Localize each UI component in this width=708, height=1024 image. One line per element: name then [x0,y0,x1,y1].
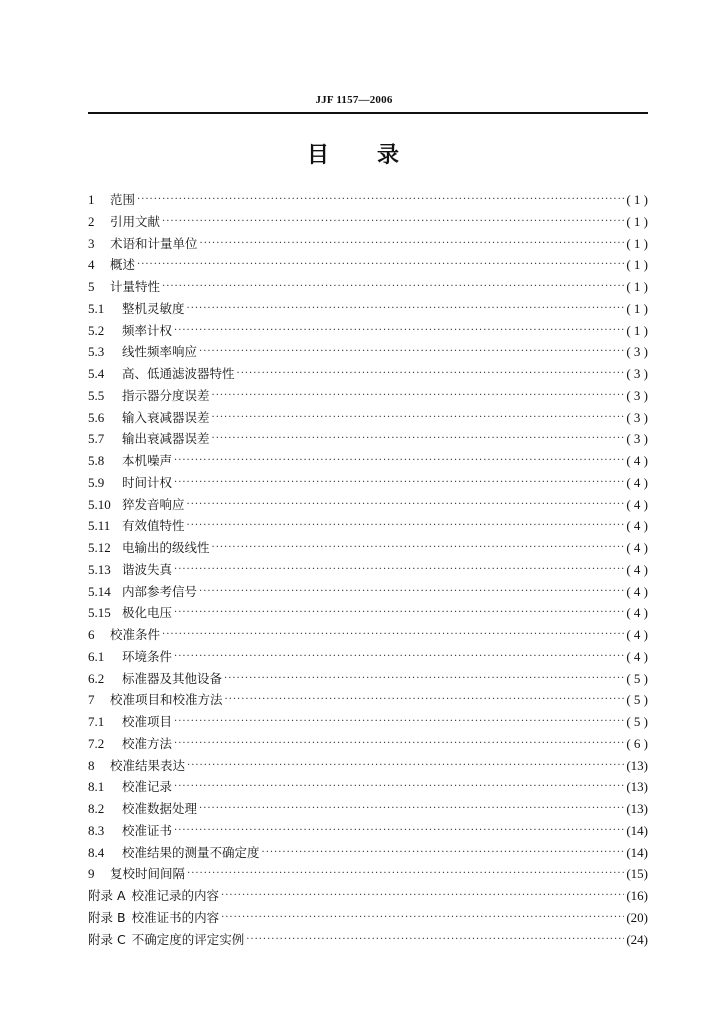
toc-entry[interactable] [88,776,648,798]
toc-entry-page: (14) [626,844,648,860]
toc-entry-label: 高、低通滤波器特性 [122,366,235,381]
standard-code-header: JJF 1157—2006 [315,94,393,106]
toc-dot-leader [174,646,624,668]
toc-entry-number: 5.1 [88,300,105,316]
toc-entry-label: 校准结果表达 [110,757,186,773]
toc-entry-number: 附录 A [88,888,126,903]
toc-entry-page: ( 4 ) [626,605,648,621]
toc-entry-number: 5.14 [88,583,111,599]
toc-dot-leader [174,733,624,755]
toc-dot-leader [262,842,625,864]
toc-entry-label: 内部参考信号 [122,583,198,599]
toc-entry[interactable] [88,537,648,559]
toc-entry-page: ( 4 ) [626,627,648,642]
toc-entry-label: 有效值特性 [122,518,185,534]
toc-dot-leader [199,798,624,820]
toc-entry-number: 5.13 [88,561,111,577]
page-title [0,138,708,169]
toc-entry-label: 校准证书 [122,822,173,838]
toc-entry[interactable] [88,581,648,603]
toc-dot-leader [174,711,624,733]
toc-dot-leader [174,472,624,494]
toc-entry-label: 校准项目和校准方法 [110,692,223,708]
toc-entry-label: 不确定度的评定实例 [131,931,245,947]
toc-entry-number: 5.11 [88,518,111,534]
toc-entry[interactable] [88,515,648,537]
header-rule [88,112,648,114]
toc-dot-leader [212,407,625,429]
toc-entry-page: ( 4 ) [626,453,648,468]
toc-dot-leader [246,929,624,951]
toc-entry-number: 8 [88,757,95,773]
toc-entry-label: 时间计权 [122,474,173,490]
toc-entry-number: 附录 C [88,931,126,947]
toc-entry-page: ( 3 ) [626,344,648,360]
toc-entry-number: 5.12 [88,540,111,555]
toc-entry[interactable] [88,385,648,407]
toc-entry-page: ( 4 ) [626,496,648,512]
toc-dot-leader [187,298,625,320]
toc-entry-page: ( 1 ) [626,235,648,251]
toc-entry-page: ( 1 ) [626,213,648,229]
toc-entry[interactable] [88,929,648,951]
table-of-contents [88,189,648,950]
toc-entry-label: 谐波失真 [122,561,173,577]
toc-entry[interactable] [88,559,648,581]
toc-entry[interactable] [88,428,648,450]
toc-entry-number: 1 [88,192,95,207]
toc-entry-label: 线性频率响应 [122,344,198,360]
toc-entry[interactable] [88,276,648,298]
toc-entry-number: 5.15 [88,605,111,621]
toc-entry[interactable] [88,450,648,472]
toc-entry-label: 术语和计量单位 [110,235,198,251]
toc-entry-number: 8.3 [88,822,105,838]
toc-entry-page: (16) [626,888,648,903]
toc-entry-number: 5.9 [88,474,105,490]
toc-entry-number: 5 [88,279,95,294]
toc-dot-leader [137,254,624,276]
toc-entry-page: (13) [626,801,648,816]
toc-entry-number: 5.8 [88,453,105,468]
toc-entry-label: 校准项目 [122,714,173,729]
toc-entry[interactable] [88,298,648,320]
toc-entry[interactable] [88,494,648,516]
toc-dot-leader [237,363,625,385]
toc-dot-leader [212,385,625,407]
toc-entry-number: 附录 B [88,909,126,925]
toc-entry-label: 概述 [110,257,136,273]
toc-dot-leader [221,885,624,907]
toc-dot-leader [174,559,624,581]
toc-dot-leader [199,341,624,363]
toc-entry[interactable] [88,733,648,755]
toc-entry-page: ( 5 ) [626,692,648,708]
toc-entry[interactable] [88,320,648,342]
toc-entry-page: ( 4 ) [626,648,648,664]
toc-entry-label: 校准证书的内容 [131,909,220,925]
toc-entry-page: ( 3 ) [626,387,648,403]
title-char-1: 目 [306,143,331,168]
toc-entry[interactable] [88,233,648,255]
toc-dot-leader [174,320,624,342]
toc-entry-number: 2 [88,213,95,229]
toc-entry-label: 校准条件 [110,627,161,642]
toc-entry-page: ( 3 ) [626,409,648,425]
toc-entry-page: ( 1 ) [626,279,648,294]
toc-entry-label: 整机灵敏度 [122,300,185,316]
toc-entry-label: 复校时间间隔 [110,866,186,882]
toc-entry-page: ( 5 ) [626,670,648,686]
toc-entry[interactable] [88,254,648,276]
toc-entry[interactable] [88,407,648,429]
toc-dot-leader [187,494,625,516]
toc-entry[interactable] [88,341,648,363]
toc-entry-label: 校准记录 [122,779,173,795]
toc-entry-label: 引用文献 [110,213,161,229]
toc-entry-page: ( 4 ) [626,540,648,555]
toc-entry-page: ( 1 ) [626,192,648,207]
toc-entry-page: ( 4 ) [626,583,648,599]
toc-dot-leader [174,602,624,624]
toc-dot-leader [224,668,624,690]
toc-entry[interactable] [88,624,648,646]
toc-entry-number: 5.5 [88,387,105,403]
toc-dot-leader [162,624,624,646]
toc-dot-leader [174,820,624,842]
toc-entry-page: (20) [626,909,648,925]
toc-entry-page: ( 3 ) [626,431,648,447]
toc-dot-leader [187,863,624,885]
toc-entry-page: ( 3 ) [626,366,648,381]
toc-entry-page: ( 1 ) [626,257,648,273]
toc-entry-number: 8.4 [88,844,105,860]
toc-entry-number: 5.3 [88,344,105,360]
toc-entry[interactable] [88,885,648,907]
toc-entry-number: 5.6 [88,409,105,425]
toc-entry-page: (13) [626,779,648,795]
toc-entry[interactable] [88,842,648,864]
toc-dot-leader [199,581,624,603]
toc-entry[interactable] [88,863,648,885]
toc-entry-label: 电输出的级线性 [122,540,210,555]
toc-entry[interactable] [88,211,648,233]
toc-entry-page: (14) [626,822,648,838]
toc-dot-leader [162,276,624,298]
toc-entry[interactable] [88,363,648,385]
toc-entry-number: 8.2 [88,801,105,816]
toc-entry-page: (13) [626,757,648,773]
toc-entry-page: ( 4 ) [626,474,648,490]
toc-entry-page: ( 6 ) [626,735,648,751]
toc-entry[interactable] [88,646,648,668]
toc-entry-label: 校准结果的测量不确定度 [122,844,260,860]
toc-entry-number: 8.1 [88,779,105,795]
toc-entry-label: 校准记录的内容 [131,888,220,903]
toc-entry-number: 7.1 [88,714,105,729]
toc-entry-label: 环境条件 [122,648,173,664]
toc-entry[interactable] [88,711,648,733]
toc-entry-page: (24) [626,931,648,947]
toc-entry[interactable] [88,689,648,711]
toc-entry-label: 指示器分度误差 [122,387,210,403]
toc-entry-number: 7.2 [88,735,105,751]
toc-entry[interactable] [88,189,648,211]
toc-entry-page: ( 5 ) [626,714,648,729]
toc-dot-leader [212,537,625,559]
toc-entry-label: 极化电压 [122,605,173,621]
toc-entry-label: 标准器及其他设备 [122,670,223,686]
toc-dot-leader [187,755,624,777]
toc-entry-label: 校准方法 [122,735,173,751]
toc-entry-page: ( 4 ) [626,561,648,577]
toc-entry-number: 5.10 [88,496,111,512]
toc-entry-label: 猝发音响应 [122,496,185,512]
toc-entry-number: 5.7 [88,431,105,447]
toc-entry-number: 3 [88,235,95,251]
toc-dot-leader [137,189,624,211]
toc-entry-number: 5.2 [88,322,105,338]
toc-entry-number: 4 [88,257,95,273]
toc-dot-leader [162,211,624,233]
toc-entry[interactable] [88,907,648,929]
toc-dot-leader [200,233,625,255]
toc-entry-label: 计量特性 [110,279,161,294]
toc-entry-label: 输入衰减器误差 [122,409,210,425]
toc-dot-leader [212,428,625,450]
toc-entry-label: 校准数据处理 [122,801,198,816]
toc-entry[interactable] [88,668,648,690]
toc-entry-label: 范围 [110,192,136,207]
toc-entry-page: (15) [626,866,648,882]
toc-entry-number: 6 [88,627,95,642]
toc-entry-label: 频率计权 [122,322,173,338]
toc-entry[interactable] [88,798,648,820]
toc-entry[interactable] [88,472,648,494]
toc-entry-page: ( 1 ) [626,300,648,316]
toc-entry-label: 本机噪声 [122,453,173,468]
toc-dot-leader [187,515,625,537]
title-char-2: 录 [377,143,402,168]
toc-entry[interactable] [88,602,648,624]
toc-entry-label: 输出衰减器误差 [122,431,210,447]
toc-dot-leader [221,907,624,929]
toc-entry-number: 5.4 [88,366,105,381]
toc-dot-leader [174,776,624,798]
toc-entry-number: 7 [88,692,95,708]
toc-entry[interactable] [88,820,648,842]
toc-entry-number: 9 [88,866,95,882]
toc-entry[interactable] [88,755,648,777]
toc-entry-number: 6.1 [88,648,105,664]
toc-entry-page: ( 4 ) [626,518,648,534]
toc-entry-page: ( 1 ) [626,322,648,338]
toc-dot-leader [225,689,625,711]
toc-entry-number: 6.2 [88,670,105,686]
toc-dot-leader [174,450,624,472]
